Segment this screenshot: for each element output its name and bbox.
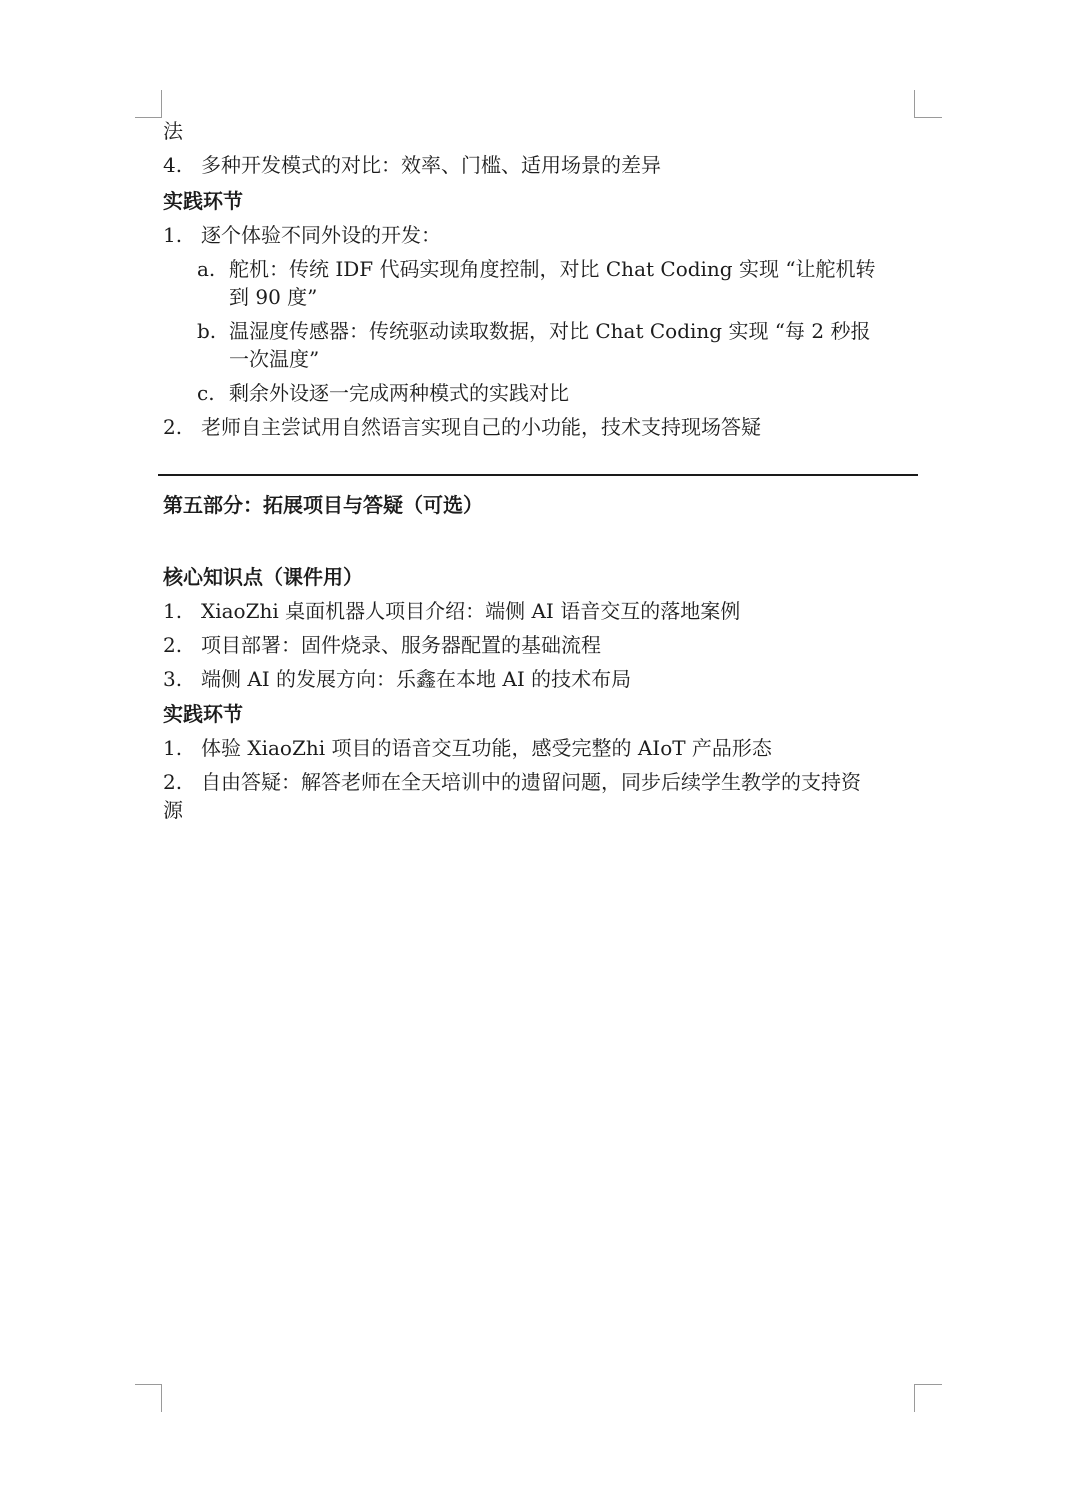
crop-mark-top-right-h: [914, 117, 942, 118]
list-number: 2.: [163, 770, 183, 794]
sub-list-continuation: 到 90 度”: [229, 285, 318, 309]
list-text: XiaoZhi 桌面机器人项目介绍：端侧 AI 语音交互的落地案例: [201, 599, 741, 623]
sub-list-text: 剩余外设逐一完成两种模式的实践对比: [229, 381, 569, 405]
paragraph-continuation: 法: [163, 119, 183, 143]
list-text: 项目部署：固件烧录、服务器配置的基础流程: [201, 633, 601, 657]
sub-list-item: [197, 379, 569, 407]
sub-list-text: 舵机：传统 IDF 代码实现角度控制，对比 Chat Coding 实现 “让舵机转: [229, 257, 876, 281]
list-item: [163, 665, 631, 693]
section-heading: 实践环节: [163, 189, 243, 213]
list-number: 2.: [163, 633, 183, 657]
list-text: 端侧 AI 的发展方向：乐鑫在本地 AI 的技术布局: [201, 667, 632, 691]
list-text: 体验 XiaoZhi 项目的语音交互功能，感受完整的 AIoT 产品形态: [201, 736, 772, 760]
sub-list-item: [197, 255, 876, 283]
crop-mark-top-right-v: [914, 90, 915, 118]
list-number: 3.: [163, 667, 183, 691]
knowledge-heading: 核心知识点（课件用）: [163, 565, 363, 589]
crop-mark-bottom-right-h: [914, 1384, 942, 1385]
crop-mark-bottom-left-v: [161, 1384, 162, 1412]
list-item: [163, 413, 761, 441]
crop-mark-bottom-right-v: [914, 1384, 915, 1412]
list-continuation: 源: [163, 798, 183, 822]
sub-list-continuation: 一次温度”: [229, 347, 320, 371]
list-item: [163, 768, 861, 796]
list-item: [163, 631, 601, 659]
list-item: [163, 151, 661, 179]
list-number: 4.: [163, 153, 183, 177]
sub-list-text: 温湿度传感器：传统驱动读取数据，对比 Chat Coding 实现 “每 2 秒报: [229, 319, 871, 343]
crop-mark-bottom-left-h: [135, 1384, 162, 1385]
section-title: 第五部分：拓展项目与答疑（可选）: [163, 493, 483, 517]
list-text: 自由答疑：解答老师在全天培训中的遗留问题，同步后续学生教学的支持资: [201, 770, 861, 794]
sub-list-item: [197, 317, 870, 345]
list-number: 2.: [163, 415, 183, 439]
crop-mark-top-left-h: [135, 117, 162, 118]
list-number: 1.: [163, 736, 183, 760]
list-text: 逐个体验不同外设的开发：: [201, 223, 441, 247]
list-item: [163, 221, 441, 249]
list-text: 多种开发模式的对比：效率、门槛、适用场景的差异: [201, 153, 661, 177]
list-number: 1.: [163, 223, 183, 247]
list-item: [163, 597, 740, 625]
list-number: 1.: [163, 599, 183, 623]
sub-list-letter: c.: [197, 381, 215, 405]
sub-list-letter: a.: [197, 257, 216, 281]
list-text: 老师自主尝试用自然语言实现自己的小功能，技术支持现场答疑: [201, 415, 761, 439]
sub-list-letter: b.: [197, 319, 217, 343]
crop-mark-top-left-v: [161, 90, 162, 118]
list-item: [163, 734, 772, 762]
practice-heading: 实践环节: [163, 702, 243, 726]
section-divider: [158, 474, 918, 476]
